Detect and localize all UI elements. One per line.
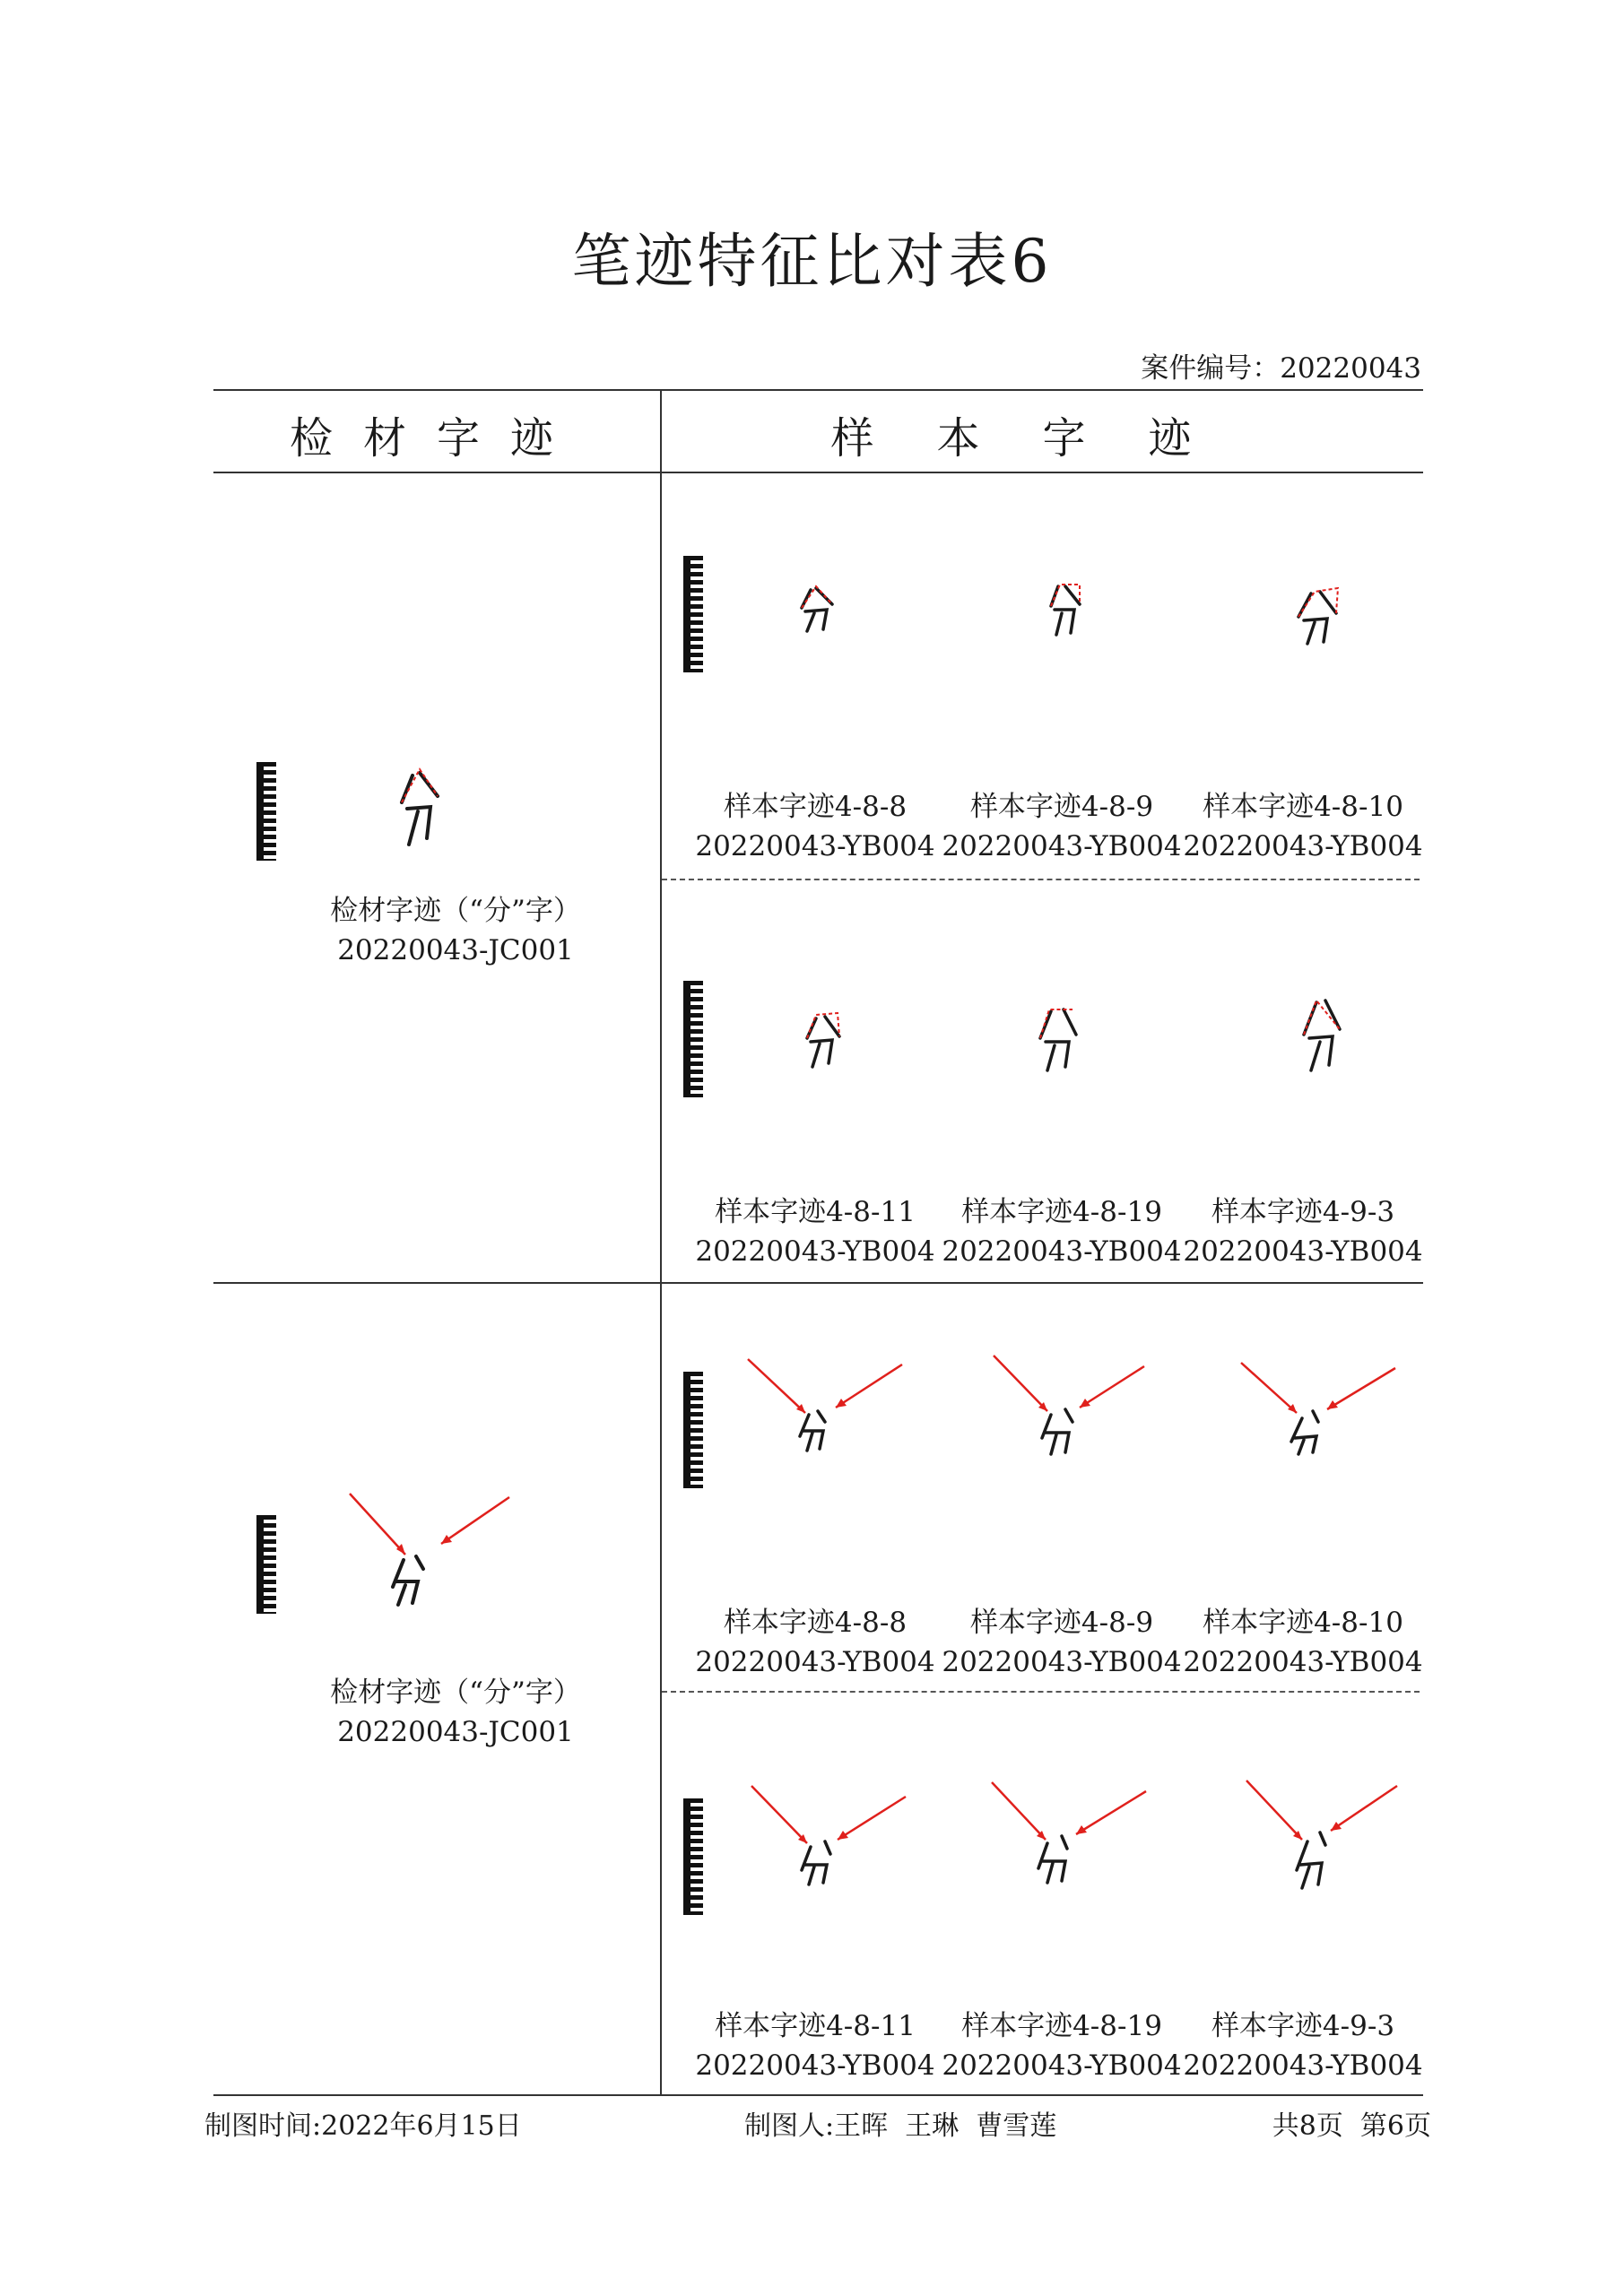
handwriting-sample-image — [395, 762, 448, 852]
handwriting-sample-image — [802, 1009, 847, 1072]
sample-label: 样本字迹4-8-11 20220043-YB004 — [695, 2010, 935, 2082]
handwriting-sample-image — [1044, 579, 1089, 642]
sample-label: 样本字迹4-9-3 20220043-YB004 — [1183, 1196, 1423, 1268]
handwriting-sample-image — [341, 1488, 520, 1614]
page-title: 笔迹特征比对表6 — [571, 227, 1053, 296]
footer-author: 制图人:王晖 王琳 曹雪莲 — [744, 2110, 1057, 2142]
sample-label: 样本字迹4-8-11 20220043-YB004 — [695, 1196, 935, 1268]
handwriting-sample-image — [1295, 993, 1349, 1074]
sample-label: 样本字迹4-9-3 20220043-YB004 — [1183, 2010, 1423, 2082]
scale-ruler — [256, 762, 276, 861]
sample-label: 样本字迹4-8-10 20220043-YB004 — [1183, 1607, 1423, 1678]
handwriting-sample-image — [744, 1356, 906, 1454]
header-bottom-border — [213, 472, 1423, 473]
footer-page-count: 共8页 第6页 — [1272, 2110, 1431, 2142]
sample-label: 样本字迹4-8-8 20220043-YB004 — [695, 1607, 935, 1678]
sample-row-divider-2 — [662, 1691, 1420, 1693]
scale-ruler — [683, 1798, 703, 1915]
sample-label: 样本字迹4-8-9 20220043-YB004 — [942, 791, 1182, 862]
scale-ruler — [683, 1372, 703, 1488]
sample-label: 样本字迹4-8-19 20220043-YB004 — [942, 1196, 1182, 1268]
handwriting-sample-image — [748, 1782, 909, 1890]
questioned-label: 检材字迹（“分”字） 20220043-JC001 — [330, 1677, 581, 1748]
handwriting-sample-image — [988, 1779, 1150, 1886]
sample-label: 样本字迹4-8-10 20220043-YB004 — [1183, 791, 1423, 862]
handwriting-sample-image — [796, 583, 841, 637]
column-divider — [660, 389, 662, 2094]
handwriting-sample-image — [1243, 1777, 1404, 1893]
scale-ruler — [683, 556, 703, 672]
table-bottom-border — [213, 2094, 1423, 2096]
footer-date: 制图时间:2022年6月15日 — [204, 2110, 522, 2142]
header-sample: 样本字迹 — [830, 413, 1255, 464]
handwriting-sample-image — [990, 1352, 1151, 1460]
sample-row-divider-1 — [662, 879, 1420, 880]
section-divider — [213, 1282, 1423, 1284]
case-number: 案件编号：20220043 — [1141, 352, 1421, 385]
questioned-label: 检材字迹（“分”字） 20220043-JC001 — [330, 895, 581, 966]
sample-label: 样本字迹4-8-9 20220043-YB004 — [942, 1607, 1182, 1678]
handwriting-sample-image — [1291, 585, 1345, 647]
header-questioned: 检材字迹 — [289, 413, 584, 464]
sample-label: 样本字迹4-8-19 20220043-YB004 — [942, 2010, 1182, 2082]
sample-label: 样本字迹4-8-8 20220043-YB004 — [695, 791, 935, 862]
scale-ruler — [683, 981, 703, 1097]
handwriting-sample-image — [1238, 1359, 1399, 1458]
scale-ruler — [256, 1515, 276, 1614]
handwriting-sample-image — [1033, 1002, 1087, 1074]
table-top-border — [213, 389, 1423, 391]
